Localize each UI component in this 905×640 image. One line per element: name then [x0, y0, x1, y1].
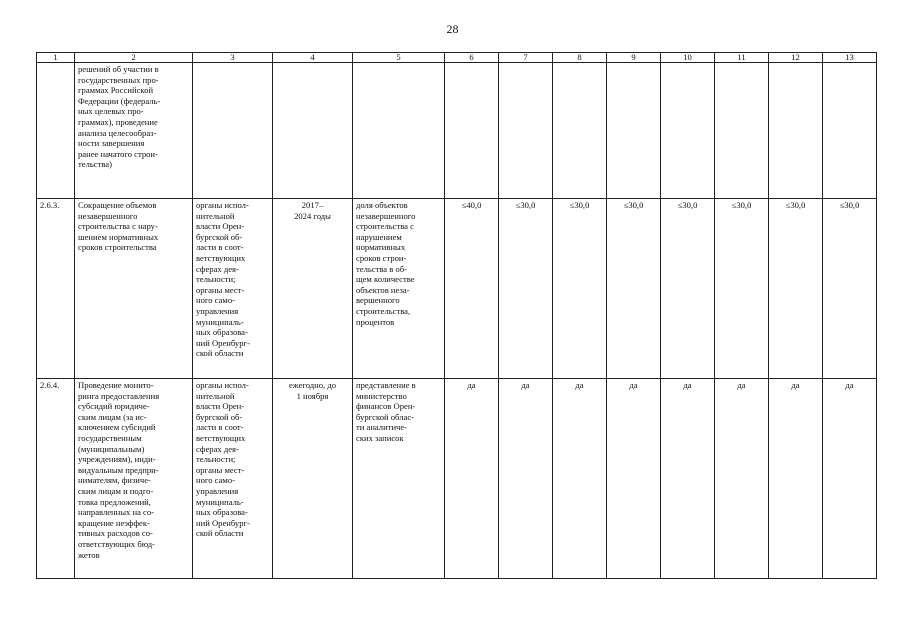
- value-cell: да: [607, 379, 661, 579]
- row-number: 2.6.4.: [37, 379, 75, 579]
- value-cell: [445, 63, 499, 199]
- value-cell: ≤30,0: [607, 199, 661, 379]
- column-header: 7: [499, 53, 553, 63]
- column-header: 3: [193, 53, 273, 63]
- value-cell: [715, 63, 769, 199]
- value-cell: ≤30,0: [715, 199, 769, 379]
- value-cell: ≤30,0: [553, 199, 607, 379]
- value-cell: да: [445, 379, 499, 579]
- row-number: [37, 63, 75, 199]
- column-header: 1: [37, 53, 75, 63]
- row-indicator: представление в министерство финансов Орен- бургской облас- ти аналитиче- ских записок: [353, 379, 445, 579]
- column-header: 5: [353, 53, 445, 63]
- row-number: 2.6.3.: [37, 199, 75, 379]
- value-cell: да: [823, 379, 877, 579]
- value-cell: да: [715, 379, 769, 579]
- value-cell: ≤40,0: [445, 199, 499, 379]
- column-header: 13: [823, 53, 877, 63]
- row-term: [273, 63, 353, 199]
- value-cell: да: [769, 379, 823, 579]
- value-cell: да: [661, 379, 715, 579]
- column-header: 8: [553, 53, 607, 63]
- value-cell: ≤30,0: [499, 199, 553, 379]
- value-cell: [661, 63, 715, 199]
- value-cell: [499, 63, 553, 199]
- value-cell: да: [553, 379, 607, 579]
- value-cell: [607, 63, 661, 199]
- row-description: Сокращение объемов незавершенного строительства с нару- шением нормативных сроков строительства: [75, 199, 193, 379]
- row-term: ежегодно, до 1 ноября: [273, 379, 353, 579]
- header-row: [37, 53, 877, 63]
- row-executor: органы испол- нительной власти Орен- бургской об- ласти в соот- ветствующих сферах дея- тельности; органы мест- ного само- управления муниципаль- ных образова- ний Оренбург- ской области: [193, 379, 273, 579]
- row-executor: органы испол- нительной власти Орен- бургской об- ласти в соот- ветствующих сферах дея- тельности; органы мест- ного само- управления муниципаль- ных образова- ний Оренбург- ской области: [193, 199, 273, 379]
- row-description: решений об участии в государственных про- граммах Российской Федерации (федераль- ных целевых про- граммах), проведение анализа целесообраз- ности завершения ранее начатого строи- тельства): [75, 63, 193, 199]
- value-cell: ≤30,0: [661, 199, 715, 379]
- column-header: 2: [75, 53, 193, 63]
- row-indicator: доля объектов незавершенного строительства с нарушением нормативных сроков строи- тельства в об- щем количестве объектов неза- вершенного строительства, процентов: [353, 199, 445, 379]
- value-cell: ≤30,0: [769, 199, 823, 379]
- row-term: 2017– 2024 годы: [273, 199, 353, 379]
- column-header: 12: [769, 53, 823, 63]
- row-indicator: [353, 63, 445, 199]
- column-header: 4: [273, 53, 353, 63]
- table-row: [37, 379, 877, 579]
- page-number: 28: [446, 22, 459, 36]
- column-header: 11: [715, 53, 769, 63]
- row-executor: [193, 63, 273, 199]
- value-cell: [769, 63, 823, 199]
- value-cell: [823, 63, 877, 199]
- value-cell: [553, 63, 607, 199]
- column-header: 10: [661, 53, 715, 63]
- table-row: [37, 63, 877, 199]
- table-row: [37, 199, 877, 379]
- row-description: Проведение монито- ринга предоставления субсидий юридиче- ским лицам (за ис- ключением субсидий государственным (муниципальным) учреждениям), инди- видуальным предпри- нимателям, физиче- ским лицам и подго- товка предложений, направленных на со- кращение неэффек- тивных расходов со- ответствующих бюд- жетов: [75, 379, 193, 579]
- value-cell: ≤30,0: [823, 199, 877, 379]
- value-cell: да: [499, 379, 553, 579]
- column-header: 9: [607, 53, 661, 63]
- measures-table: [36, 52, 877, 579]
- column-header: 6: [445, 53, 499, 63]
